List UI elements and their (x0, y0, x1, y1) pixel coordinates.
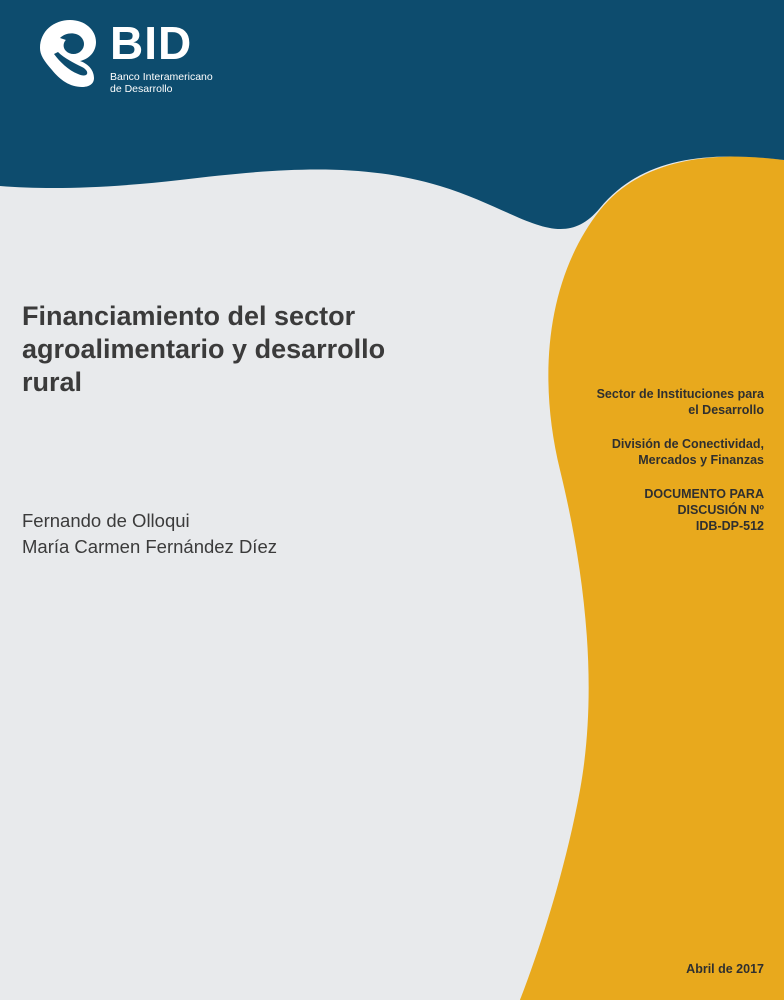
idb-acronym: BID (110, 17, 193, 69)
idb-condor-logo-icon (36, 18, 100, 88)
sector-line-2: el Desarrollo (688, 403, 764, 417)
idb-logo (36, 18, 213, 95)
division-line-2: Mercados y Finanzas (638, 453, 764, 467)
document-number: IDB-DP-512 (695, 519, 764, 533)
document-id-info (519, 486, 764, 534)
idb-subtitle-line2: de Desarrollo (110, 83, 173, 95)
idb-logo-text (110, 18, 213, 95)
author-list (22, 508, 442, 560)
publication-date: Abril de 2017 (686, 962, 764, 976)
sector-line-1: Sector de Instituciones para (596, 387, 764, 401)
author-name: Fernando de Olloqui (22, 510, 190, 531)
document-type-line-1: DOCUMENTO PARA (644, 487, 764, 501)
author-name: María Carmen Fernández Díez (22, 536, 277, 557)
division-line-1: División de Conectividad, (611, 437, 764, 451)
idb-subtitle-line1: Banco Interamericano (110, 71, 213, 83)
document-type-line-2: DISCUSIÓN Nº (677, 503, 764, 517)
publication-info (519, 386, 764, 534)
division-info (519, 436, 764, 468)
sector-info (519, 386, 764, 418)
document-title: Financiamiento del sector agroalimentario y desarrollo rural (22, 301, 386, 397)
